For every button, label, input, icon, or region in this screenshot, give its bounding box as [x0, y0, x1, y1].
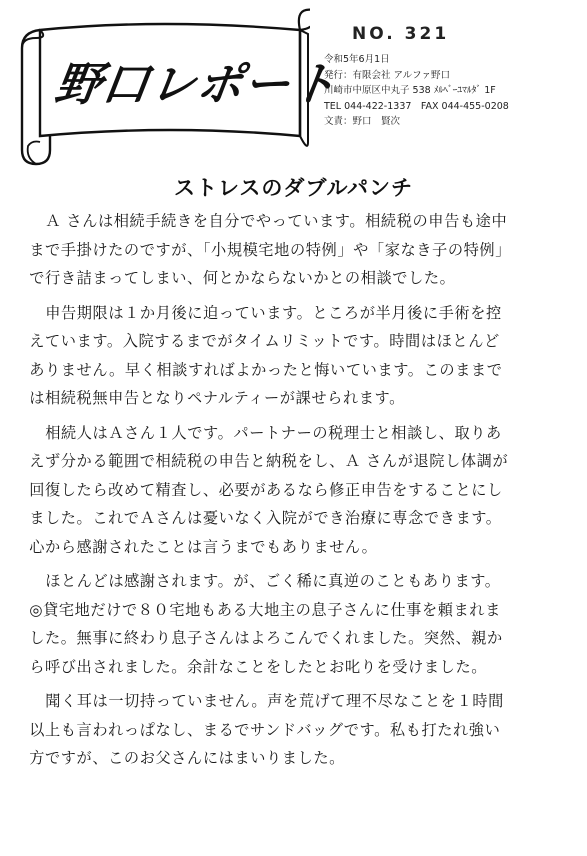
paragraph-line: ありません。早く相談すればよかったと悔いています。このままで: [29, 360, 503, 379]
paragraph-line: 申告期限は１か月後に迫っています。ところが半月後に手術を控: [45, 303, 502, 322]
paragraph-line: ら呼び出されました。余計なことをしたとお叱りを受けました。: [29, 657, 488, 676]
paragraph-line: 回復したら改めて精査し、必要があるなら修正申告をすることにし: [29, 480, 503, 499]
article-body: [14, 207, 574, 779]
paragraph-line: えず分かる範囲で相続税の申告と納税をし、Ａ さんが退院し体調が: [29, 452, 509, 470]
paragraph-line: 相続人はＡさん１人です。パートナーの税理士と相談し、取りあ: [45, 423, 502, 442]
paragraph-line: で行き詰まってしまい、何とかならないかとの相談でした。: [29, 269, 456, 287]
issue-number: NO. 321: [352, 24, 450, 44]
masthead-title: 野口レポート: [51, 57, 342, 111]
paragraph-line: 方ですが、このお父さんにはまいりました。: [29, 749, 345, 767]
publisher-name: 発行：有限会社 アルファ野口: [324, 69, 450, 81]
paragraph-line: えています。入院するまでがタイムリミットです。時間はほとんど: [29, 332, 500, 350]
paragraph-line: Ａ さんは相続手続きを自分でやっています。相続税の申告も途中: [45, 212, 508, 230]
paragraph-line: は相続税無申告となりペナルティーが課せられます。: [29, 389, 405, 407]
publisher-info: [324, 52, 582, 130]
paragraph-line: した。無事に終わり息子さんはよろこんでくれました。突然、親か: [29, 629, 503, 647]
masthead-scroll-banner: [10, 8, 342, 168]
paragraph: [14, 207, 574, 293]
paragraph-line: 心から感謝されたことは言うまでもありません。: [29, 537, 378, 556]
publisher-contact: TEL 044-422-1337 FAX 044-455-0208: [324, 100, 509, 112]
paragraph-line: ほとんどは感謝されます。が、ごく稀に真逆のこともあります。: [45, 572, 501, 590]
publisher-address: 川崎市中原区中丸子 538 ﾒﾙﾍﾞｰﾕﾏﾙﾀﾞ 1F: [324, 85, 496, 97]
paragraph: [14, 567, 574, 681]
publish-date: 令和5年6月1日: [324, 54, 390, 65]
paragraph-line: ◎貸宅地だけで８０宅地もある大地主の息子さんに仕事を頼まれま: [29, 600, 501, 619]
paragraph: [14, 299, 574, 413]
publisher-author: 文責：野口 賢次: [324, 116, 401, 128]
paragraph-line: 以上も言われっぱなし、まるでサンドバッグです。私も打たれ強い: [29, 720, 501, 739]
paragraph-line: ました。これでＡさんは憂いなく入院ができ治療に専念できます。: [29, 509, 502, 527]
paragraph: [14, 687, 574, 773]
paragraph: [14, 419, 574, 562]
paragraph-line: まで手掛けたのですが、「小規模宅地の特例」や「家なき子の特例」: [29, 240, 511, 259]
paragraph-line: 聞く耳は一切持っていません。声を荒げて理不尽なことを１時間: [45, 692, 504, 710]
article-title: ストレスのダブルパンチ: [173, 176, 414, 200]
